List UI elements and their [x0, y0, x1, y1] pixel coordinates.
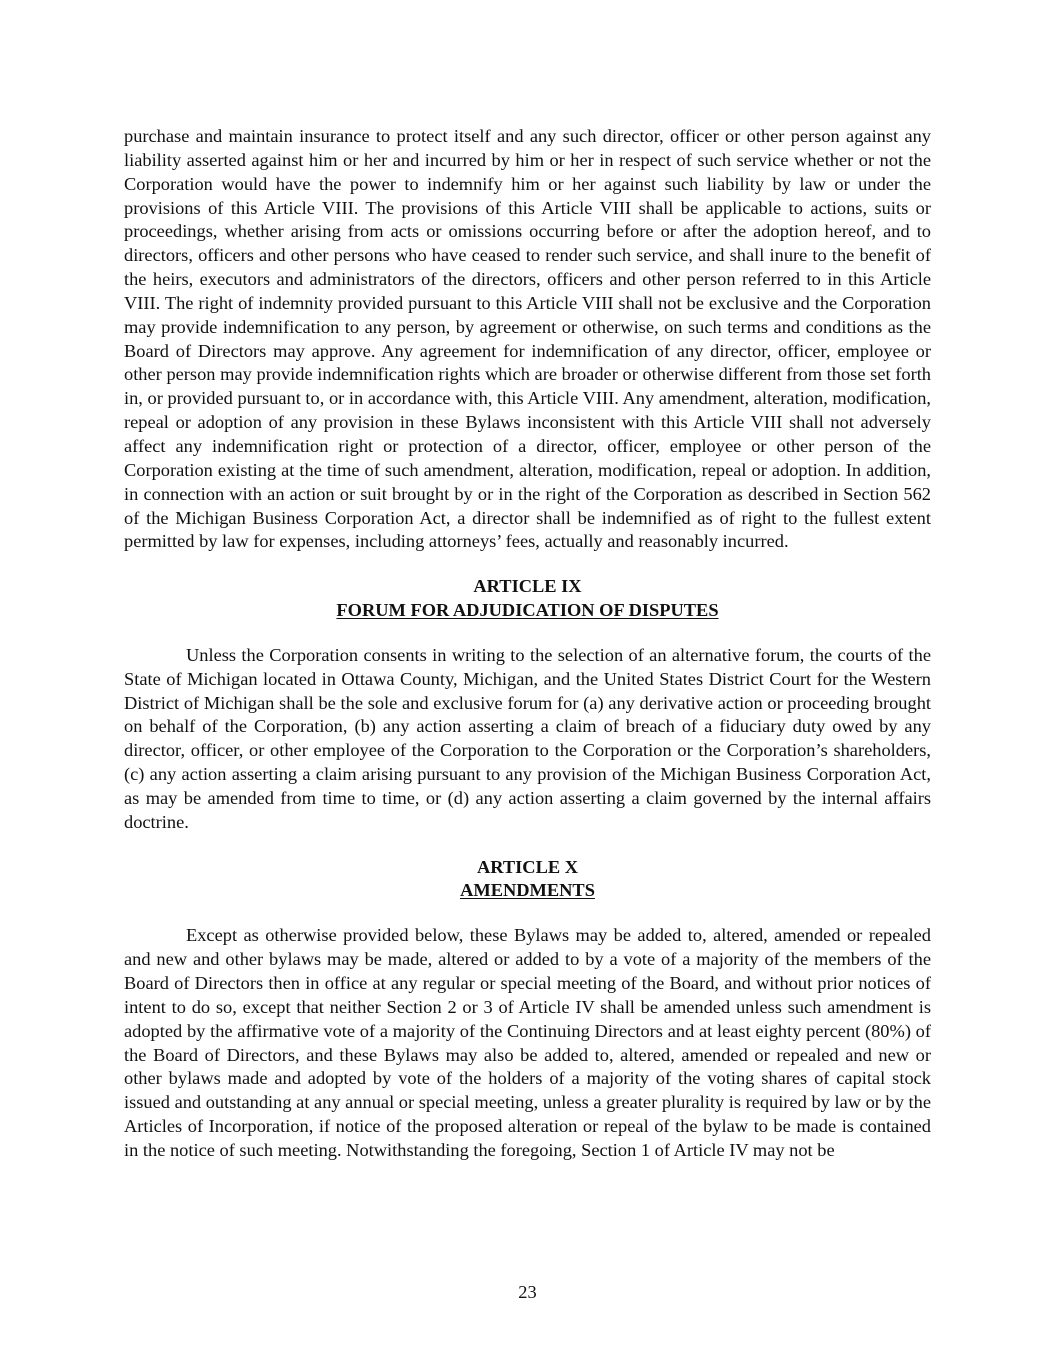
spacer	[124, 903, 931, 924]
spacer	[124, 835, 931, 856]
article-ix-number: ARTICLE IX	[473, 576, 582, 597]
article-ix-heading	[124, 575, 931, 623]
paragraph-indemnification-continued: purchase and maintain insurance to protect itself and any such director, officer or other person against any liability asserted against him or her and incurred by him or her in respect of such service whether or not the Corporation would have the power to indemnify him or her against such liability by law or under the provisions of this Article VIII. The provisions of this Article VIII shall be applicable to actions, suits or proceedings, whether arising from acts or omissions occurring before or after the adoption hereof, and to directors, officers and other persons who have ceased to render such service, and shall inure to the benefit of the heirs, executors and administrators of the directors, officers and other person referred to in this Article VIII. The right of indemnity provided pursuant to this Article VIII shall not be exclusive and the Corporation may provide indemnification to any person, by agreement or otherwise, on such terms and conditions as the Board of Directors may approve. Any agreement for indemnification of any director, officer, employee or other person may provide indemnification rights which are broader or otherwise different from those set forth in, or provided pursuant to, or in accordance with, this Article VIII. Any amendment, alteration, modification, repeal or adoption of any provision in these Bylaws inconsistent with this Article VIII shall not adversely affect any indemnification right or protection of a director, officer, employee or other person of the Corporation existing at the time of such amendment, alteration, modification, repeal or adoption. In addition, in connection with an action or suit brought by or in the right of the Corporation as described in Section 562 of the Michigan Business Corporation Act, a director shall be indemnified as of right to the fullest extent permitted by law for expenses, including attorneys’ fees, actually and reasonably incurred.	[124, 126, 931, 552]
article-x-number: ARTICLE X	[476, 856, 579, 877]
article-x-heading	[124, 856, 931, 904]
spacer	[124, 623, 931, 644]
article-x-title: AMENDMENTS	[460, 880, 595, 901]
paragraph-forum: Unless the Corporation consents in writing to the selection of an alternative forum, the courts of the State of Michigan located in Ottawa County, Michigan, and the United States District Court for the Western District of Michigan shall be the sole and exclusive forum for (a) any derivative action or proceeding brought on behalf of the Corporation, (b) any action asserting a claim of breach of a fiduciary duty owed by any director, officer, or other employee of the Corporation to the Corporation or the Corporation’s shareholders, (c) any action asserting a claim arising pursuant to any provision of the Michigan Business Corporation Act, as may be amended from time to time, or (d) any action asserting a claim governed by the internal affairs doctrine.	[124, 644, 931, 832]
spacer	[124, 554, 931, 575]
article-ix-title: FORUM FOR ADJUDICATION OF DISPUTES	[336, 600, 719, 621]
page-number: 23	[518, 1282, 537, 1302]
paragraph-amendments: Except as otherwise provided below, these Bylaws may be added to, altered, amended or repealed and new and other bylaws may be made, altered or added to by a vote of a majority of the members of the Board of Directors then in office at any regular or special meeting of the Board, and without prior notices of intent to do so, except that neither Section 2 or 3 of Article IV shall be amended unless such amendment is adopted by the affirmative vote of a majority of the Continuing Directors and at least eighty percent (80%) of the Board of Directors, and these Bylaws may also be added to, altered, amended or repealed and new or other bylaws made and adopted by vote of the holders of a majority of the voting shares of capital stock issued and outstanding at any annual or special meeting, unless a greater plurality is required by law or by the Articles of Incorporation, if notice of the proposed alteration or repeal of the bylaw to be made is contained in the notice of such meeting. Notwithstanding the foregoing, Section 1 of Article IV may not be	[124, 925, 931, 1160]
document-page	[124, 125, 931, 1163]
